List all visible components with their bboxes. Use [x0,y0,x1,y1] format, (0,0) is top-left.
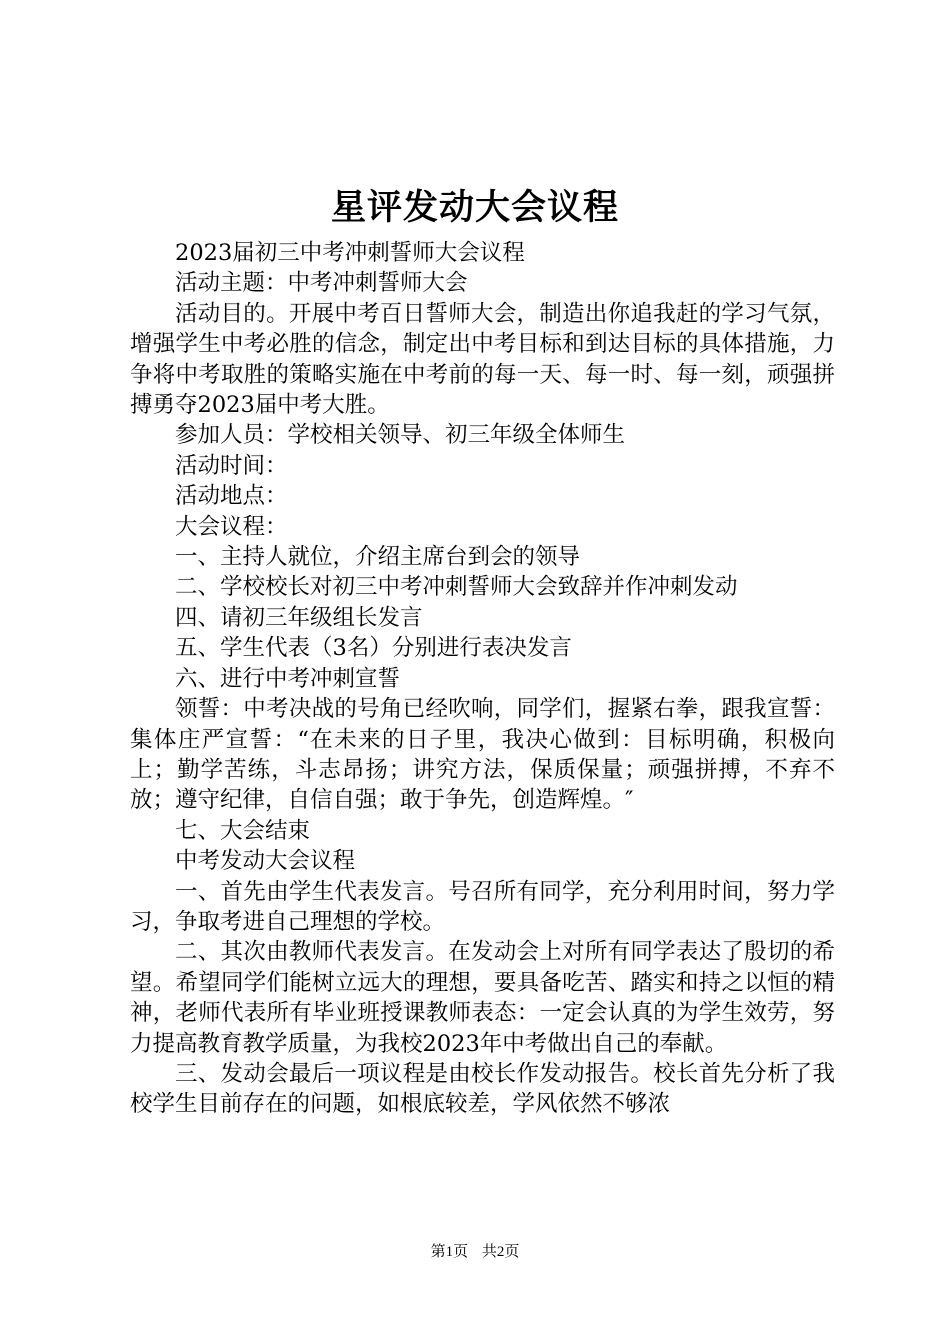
paragraph: 二、其次由教师代表发言。在发动会上对所有同学表达了殷切的希望。希望同学们能树立远大的理想，要具备吃苦、踏实和持之以恒的精神，老师代表所有毕业班授课教师表态：一定会认真的为学生效劳，努力提高教育教学质量，为我校2023年中考做出自己的奉献。 [130,939,835,1057]
paragraph: 参加人员：学校相关领导、初三年级全体师生 [175,422,626,449]
paragraph: 活动时间： [175,452,288,479]
paragraph: 中考发动大会议程 [175,848,356,875]
paragraph: 六、进行中考冲刺宣誓 [175,665,401,692]
paragraph: 活动地点： [175,483,288,510]
document-body [130,238,835,1120]
paragraph: 四、请初三年级组长发言 [175,604,423,631]
paragraph: 活动目的。开展中考百日誓师大会，制造出你追我赶的学习气氛，增强学生中考必胜的信念，制定出中考目标和到达目标的具体措施，力争将中考取胜的策略实施在中考前的每一天、每一时、每一刻，顽强拼搏勇夺2023届中考大胜。 [130,300,835,419]
paragraph: 二、学校校长对初三中考冲刺誓师大会致辞并作冲刺发动 [175,574,738,601]
paragraph: 一、首先由学生代表发言。号召所有同学，充分利用时间，努力学习，争取考进自己理想的学校。 [130,878,835,935]
page-footer [0,1242,950,1262]
document-title: 星评发动大会议程 [330,188,619,228]
paragraph: 五、学生代表（3名）分别进行表决发言 [175,635,572,662]
paragraph: 一、主持人就位，介绍主席台到会的领导 [175,544,581,571]
page-number: 第1页 [430,1244,469,1260]
paragraph: 大会议程： [175,513,288,540]
paragraph: 领誓：中考决战的号角已经吹响，同学们，握紧右拳，跟我宣誓：集体庄严宣誓：“在未来的日子里，我决心做到：目标明确，积极向上；勤学苦练，斗志昂扬；讲究方法，保质保量；顽强拼搏，不弃不放；遵守纪律，自信自强；敢于争先，创造辉煌。″ [130,696,835,814]
paragraph: 活动主题：中考冲刺誓师大会 [175,270,468,297]
paragraph: 三、发动会最后一项议程是由校长作发动报告。校长首先分析了我校学生目前存在的问题，如根底较差，学风依然不够浓 [130,1060,835,1118]
page-total: 共2页 [481,1244,520,1260]
paragraph: 七、大会结束 [175,817,311,844]
paragraph: 2023届初三中考冲刺誓师大会议程 [175,240,525,266]
